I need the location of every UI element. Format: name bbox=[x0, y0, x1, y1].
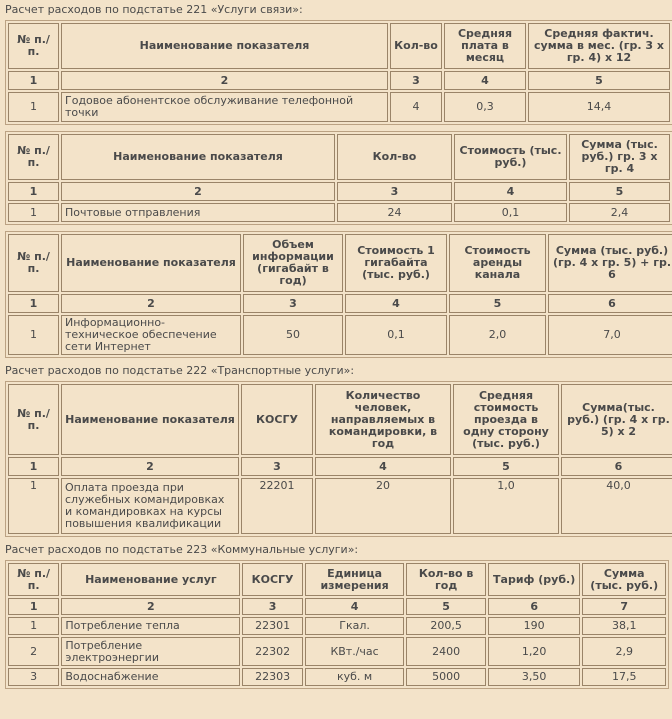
col-header-gb-cost: Стоимость 1 гигабайта (тыс. руб.) bbox=[345, 234, 447, 292]
section-223-caption: Расчет расходов по подстатье 223 «Коммунальные услуги»: bbox=[5, 543, 359, 556]
table-row bbox=[8, 92, 670, 122]
table-221-internet bbox=[5, 231, 672, 358]
cell-kosgu: 22301 bbox=[242, 617, 302, 635]
cell-service: Потребление электроэнергии bbox=[61, 637, 240, 666]
cell-name: Информационно-техническое обеспечение сети Интернет bbox=[61, 315, 241, 355]
col-header-name: Наименование показателя bbox=[61, 234, 241, 292]
cell-qty: 4 bbox=[390, 92, 442, 122]
column-number: 3 bbox=[337, 182, 452, 201]
cell-num: 2 bbox=[8, 637, 59, 666]
cell-avg-fare: 1,0 bbox=[453, 478, 559, 534]
column-number: 1 bbox=[8, 294, 59, 313]
cell-cost: 0,1 bbox=[454, 203, 567, 222]
column-number: 1 bbox=[8, 71, 59, 90]
column-number-row bbox=[8, 71, 670, 90]
column-number: 2 bbox=[61, 71, 388, 90]
cell-num: 1 bbox=[8, 617, 59, 635]
col-header-kosgu: КОСГУ bbox=[242, 563, 302, 596]
column-number: 2 bbox=[61, 294, 241, 313]
col-header-qty: Кол-во bbox=[337, 134, 452, 180]
cell-name: Оплата проезда при служебных командировках и командировках на курсы повышения квалификации bbox=[61, 478, 239, 534]
col-header-tariff: Тариф (руб.) bbox=[488, 563, 581, 596]
cell-num: 1 bbox=[8, 315, 59, 355]
column-number: 6 bbox=[488, 598, 581, 615]
column-number: 4 bbox=[315, 457, 451, 476]
col-header-name: Наименование показателя bbox=[61, 23, 388, 69]
table-row bbox=[8, 617, 666, 635]
cell-sum: 40,0 bbox=[561, 478, 672, 534]
cell-num: 1 bbox=[8, 203, 59, 222]
col-header-qty: Кол-во bbox=[390, 23, 442, 69]
cell-sum: 2,9 bbox=[582, 637, 666, 666]
col-header-num: № п./п. bbox=[8, 134, 59, 180]
cell-volume: 50 bbox=[243, 315, 343, 355]
col-header-num: № п./п. bbox=[8, 23, 59, 69]
cell-annual-qty: 200,5 bbox=[406, 617, 485, 635]
cell-name: Годовое абонентское обслуживание телефонной точки bbox=[61, 92, 388, 122]
column-number: 4 bbox=[305, 598, 405, 615]
column-number: 2 bbox=[61, 457, 239, 476]
column-number: 6 bbox=[548, 294, 672, 313]
table-221-postal bbox=[5, 131, 672, 225]
cell-unit: КВт./час bbox=[305, 637, 405, 666]
cell-sum: 38,1 bbox=[582, 617, 666, 635]
col-header-avg-fee: Средняя плата в месяц bbox=[444, 23, 526, 69]
cell-num: 3 bbox=[8, 668, 59, 686]
col-header-unit: Единица измерения bbox=[305, 563, 405, 596]
col-header-service: Наименование услуг bbox=[61, 563, 240, 596]
column-number: 2 bbox=[61, 182, 335, 201]
cell-num: 1 bbox=[8, 478, 59, 534]
cell-kosgu: 22201 bbox=[241, 478, 313, 534]
table-row bbox=[8, 668, 666, 686]
col-header-people-count: Количество человек, направляемых в командировки, в год bbox=[315, 384, 451, 455]
table-row bbox=[8, 478, 672, 534]
cell-name: Почтовые отправления bbox=[61, 203, 335, 222]
cell-annual-qty: 2400 bbox=[406, 637, 485, 666]
cell-sum: 14,4 bbox=[528, 92, 670, 122]
col-header-volume: Объем информации (гигабайт в год) bbox=[243, 234, 343, 292]
col-header-sum: Сумма (тыс. руб.) bbox=[582, 563, 666, 596]
cell-annual-qty: 5000 bbox=[406, 668, 485, 686]
col-header-sum: Сумма (тыс. руб.) (гр. 4 х гр. 5) + гр. 6 bbox=[548, 234, 672, 292]
section-222-caption: Расчет расходов по подстатье 222 «Транспортные услуги»: bbox=[5, 364, 355, 377]
table-223-utilities bbox=[5, 560, 669, 689]
table-row bbox=[8, 203, 670, 222]
column-number: 4 bbox=[345, 294, 447, 313]
cell-tariff: 1,20 bbox=[488, 637, 581, 666]
cell-service: Потребление тепла bbox=[61, 617, 240, 635]
table-row bbox=[8, 637, 666, 666]
cell-unit: Гкал. bbox=[305, 617, 405, 635]
column-number: 1 bbox=[8, 457, 59, 476]
column-number: 1 bbox=[8, 182, 59, 201]
column-number: 2 bbox=[61, 598, 240, 615]
col-header-name: Наименование показателя bbox=[61, 134, 335, 180]
col-header-kosgu: КОСГУ bbox=[241, 384, 313, 455]
cell-unit: куб. м bbox=[305, 668, 405, 686]
column-number: 5 bbox=[528, 71, 670, 90]
column-number: 5 bbox=[449, 294, 546, 313]
section-221-caption: Расчет расходов по подстатье 221 «Услуги связи»: bbox=[5, 3, 303, 16]
column-number-row bbox=[8, 182, 670, 201]
cell-tariff: 190 bbox=[488, 617, 581, 635]
col-header-annual-qty: Кол-во в год bbox=[406, 563, 485, 596]
cell-service: Водоснабжение bbox=[61, 668, 240, 686]
col-header-channel-cost: Стоимость аренды канала bbox=[449, 234, 546, 292]
column-number: 7 bbox=[582, 598, 666, 615]
table-row bbox=[8, 315, 672, 355]
cell-people-count: 20 bbox=[315, 478, 451, 534]
col-header-sum: Сумма (тыс. руб.) гр. 3 х гр. 4 bbox=[569, 134, 670, 180]
cell-sum: 7,0 bbox=[548, 315, 672, 355]
cell-qty: 24 bbox=[337, 203, 452, 222]
cell-channel-cost: 2,0 bbox=[449, 315, 546, 355]
cell-sum: 17,5 bbox=[582, 668, 666, 686]
col-header-num: № п./п. bbox=[8, 563, 59, 596]
column-number-row bbox=[8, 294, 672, 313]
column-number: 3 bbox=[390, 71, 442, 90]
table-222-transport bbox=[5, 381, 672, 537]
col-header-avg-fare: Средняя стоимость проезда в одну сторону (тыс. руб.) bbox=[453, 384, 559, 455]
col-header-cost: Стоимость (тыс. руб.) bbox=[454, 134, 567, 180]
cell-gb-cost: 0,1 bbox=[345, 315, 447, 355]
column-number: 5 bbox=[406, 598, 485, 615]
column-number: 3 bbox=[241, 457, 313, 476]
col-header-name: Наименование показателя bbox=[61, 384, 239, 455]
column-number: 5 bbox=[453, 457, 559, 476]
cell-sum: 2,4 bbox=[569, 203, 670, 222]
col-header-annual-sum: Средняя фактич. сумма в мес. (гр. 3 х гр. 4) х 12 bbox=[528, 23, 670, 69]
column-number: 3 bbox=[243, 294, 343, 313]
cell-tariff: 3,50 bbox=[488, 668, 581, 686]
column-number: 4 bbox=[444, 71, 526, 90]
cell-kosgu: 22302 bbox=[242, 637, 302, 666]
column-number-row bbox=[8, 598, 666, 615]
column-number: 5 bbox=[569, 182, 670, 201]
column-number: 6 bbox=[561, 457, 672, 476]
column-number: 4 bbox=[454, 182, 567, 201]
col-header-sum: Сумма(тыс. руб.) (гр. 4 х гр. 5) х 2 bbox=[561, 384, 672, 455]
cell-kosgu: 22303 bbox=[242, 668, 302, 686]
table-221-telephone bbox=[5, 20, 672, 125]
col-header-num: № п./п. bbox=[8, 234, 59, 292]
cell-num: 1 bbox=[8, 92, 59, 122]
cell-avg-fee: 0,3 bbox=[444, 92, 526, 122]
column-number: 3 bbox=[242, 598, 302, 615]
col-header-num: № п./п. bbox=[8, 384, 59, 455]
column-number-row bbox=[8, 457, 672, 476]
column-number: 1 bbox=[8, 598, 59, 615]
